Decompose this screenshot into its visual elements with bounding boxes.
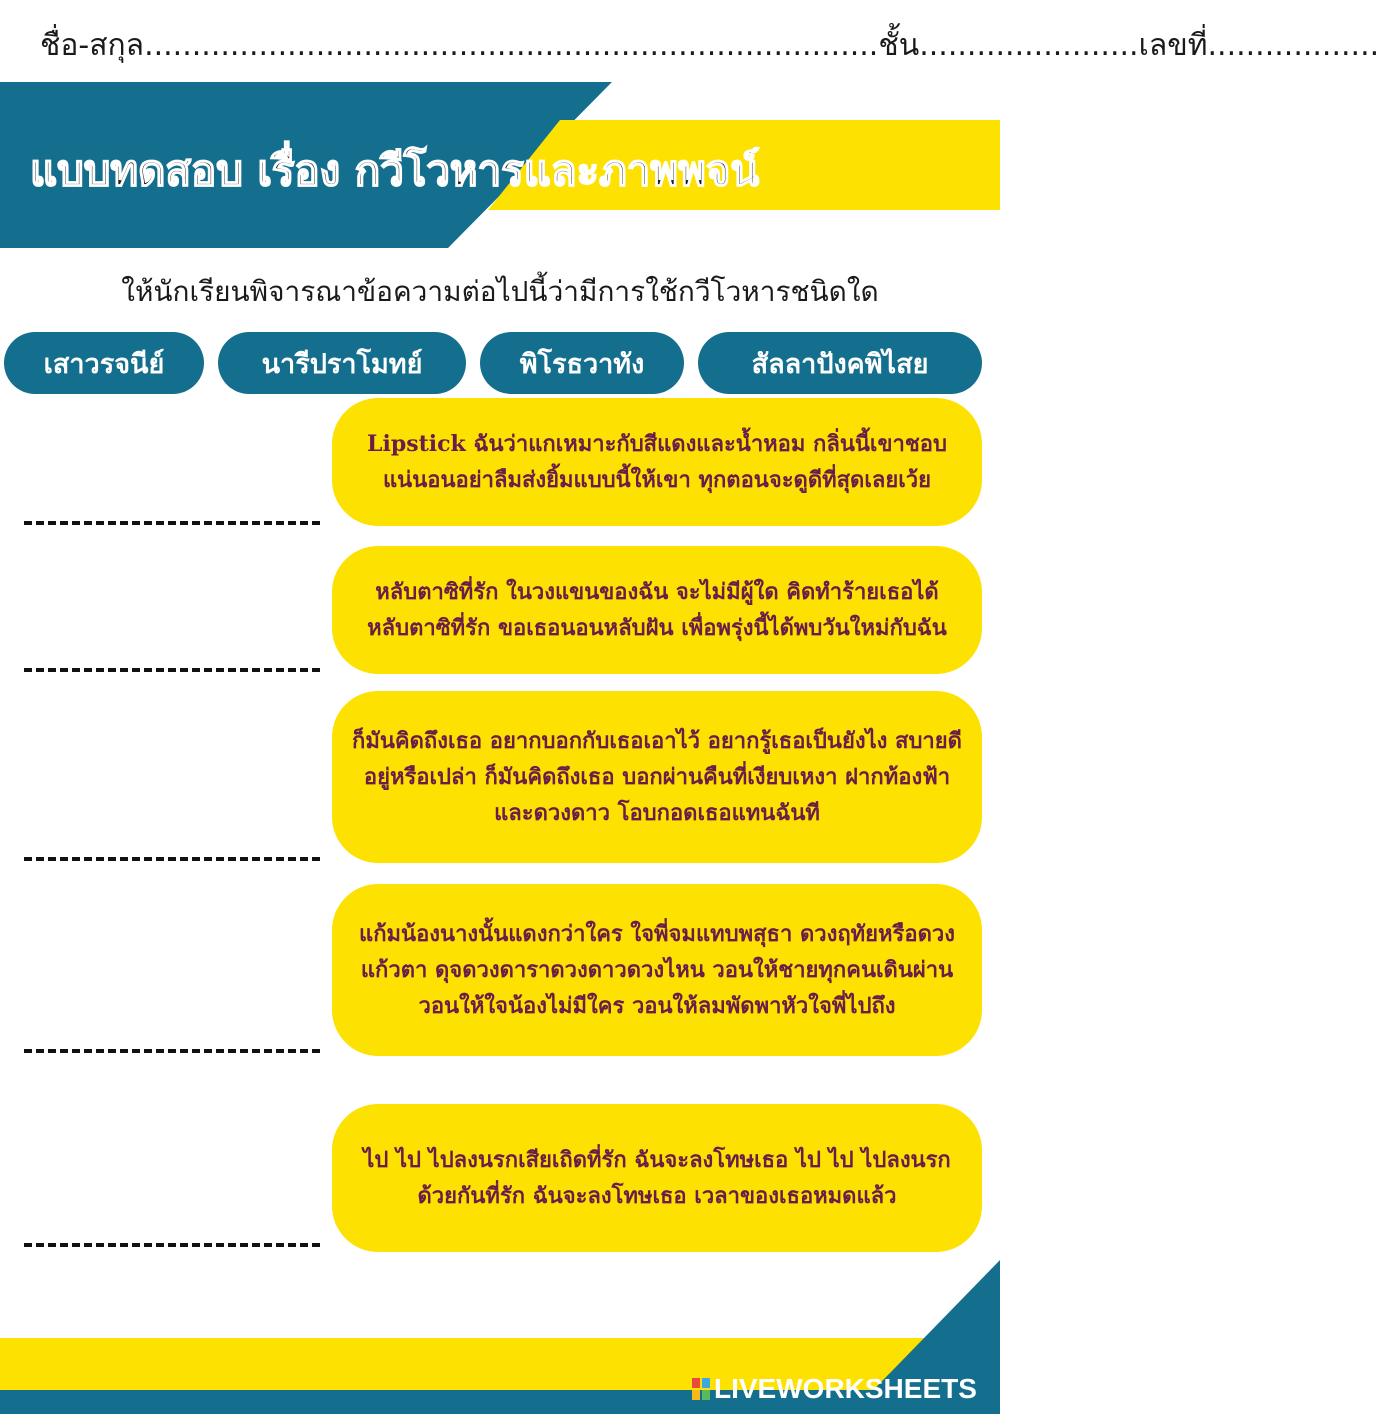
question-bubble-3 — [332, 691, 982, 863]
answer-drop-line-3[interactable] — [24, 857, 320, 861]
question-text-1: Lipstick ฉันว่าแกเหมาะกับสีแดงและน้ำหอม กลิ่นนี้เขาชอบแน่นอนอย่าลืมส่งยิ้มแบบนี้ให้เขา ทุกตอนจะดูดีที่สุดเลยเว้ย — [367, 431, 947, 493]
question-bubble-2 — [332, 546, 982, 674]
question-bubble-5 — [332, 1104, 982, 1252]
choice-chip-4[interactable]: สัลลาปังคพิไสย — [698, 332, 982, 394]
name-label: ชื่อ-สกุล — [40, 28, 145, 63]
question-text-3: ก็มันคิดถึงเธอ อยากบอกกับเธอเอาไว้ อยากรู้เธอเป็นยังไง สบายดีอยู่หรือเปล่า ก็มันคิดถึงเธอ บอกผ่านคืนที่เงียบเหงา ฝากท้องฟ้าและดวงดาว โอบกอดเธอแทนฉันที — [352, 728, 962, 826]
number-field[interactable]: .................. — [1207, 28, 1379, 63]
question-text-5: ไป ไป ไปลงนรกเสียเถิดที่รัก ฉันจะลงโทษเธอ ไป ไป ไปลงนรกด้วยกันที่รัก ฉันจะลงโทษเธอ เวลาของเธอหมดแล้ว — [363, 1147, 951, 1209]
answer-drop-line-1[interactable] — [24, 521, 320, 525]
question-text-2: หลับตาซิที่รัก ในวงแขนของฉัน จะไม่มีผู้ใด คิดทำร้ายเธอได้ หลับตาซิที่รัก ขอเธอนอนหลับฝัน เพื่อพรุ่งนี้ได้พบวันใหม่กับฉัน — [367, 579, 947, 641]
question-text-4: แก้มน้องนางนั้นแดงกว่าใคร ใจพี่จมแทบพสุธา ดวงฤทัยหรือดวงแก้วตา ดุจดวงดาราดวงดาวดวงไหน วอนให้ชายทุกคนเดินผ่าน วอนให้ใจน้องไม่มีใคร วอนให้ลมพัดพาหัวใจพี่ไปถึง — [359, 921, 955, 1019]
number-label: เลขที่ — [1138, 28, 1208, 63]
answer-drop-line-4[interactable] — [24, 1049, 320, 1053]
instruction-text: ให้นักเรียนพิจารณาข้อความต่อไปนี้ว่ามีการใช้กวีโวหารชนิดใด — [121, 275, 879, 308]
answer-drop-line-5[interactable] — [24, 1243, 320, 1247]
question-bubble-1 — [332, 398, 982, 526]
logo-mark-icon — [692, 1378, 710, 1400]
liveworksheets-logo — [692, 1372, 977, 1406]
name-field[interactable]: ............................................................................. — [144, 28, 879, 63]
class-label: ชั้น — [878, 28, 920, 63]
class-field[interactable]: ....................... — [919, 28, 1139, 63]
logo-text: LIVEWORKSHEETS — [714, 1373, 977, 1404]
page-title: แบบทดสอบ เรื่อง กวีโวหารและภาพพจน์ — [30, 146, 760, 195]
student-info-line — [40, 22, 1379, 72]
choice-chip-1[interactable]: เสาวรจนีย์ — [4, 332, 204, 394]
choice-chip-3[interactable]: พิโรธวาทัง — [480, 332, 684, 394]
choice-chip-2[interactable]: นารีปราโมทย์ — [218, 332, 466, 394]
answer-drop-line-2[interactable] — [24, 668, 320, 672]
question-bubble-4 — [332, 884, 982, 1056]
